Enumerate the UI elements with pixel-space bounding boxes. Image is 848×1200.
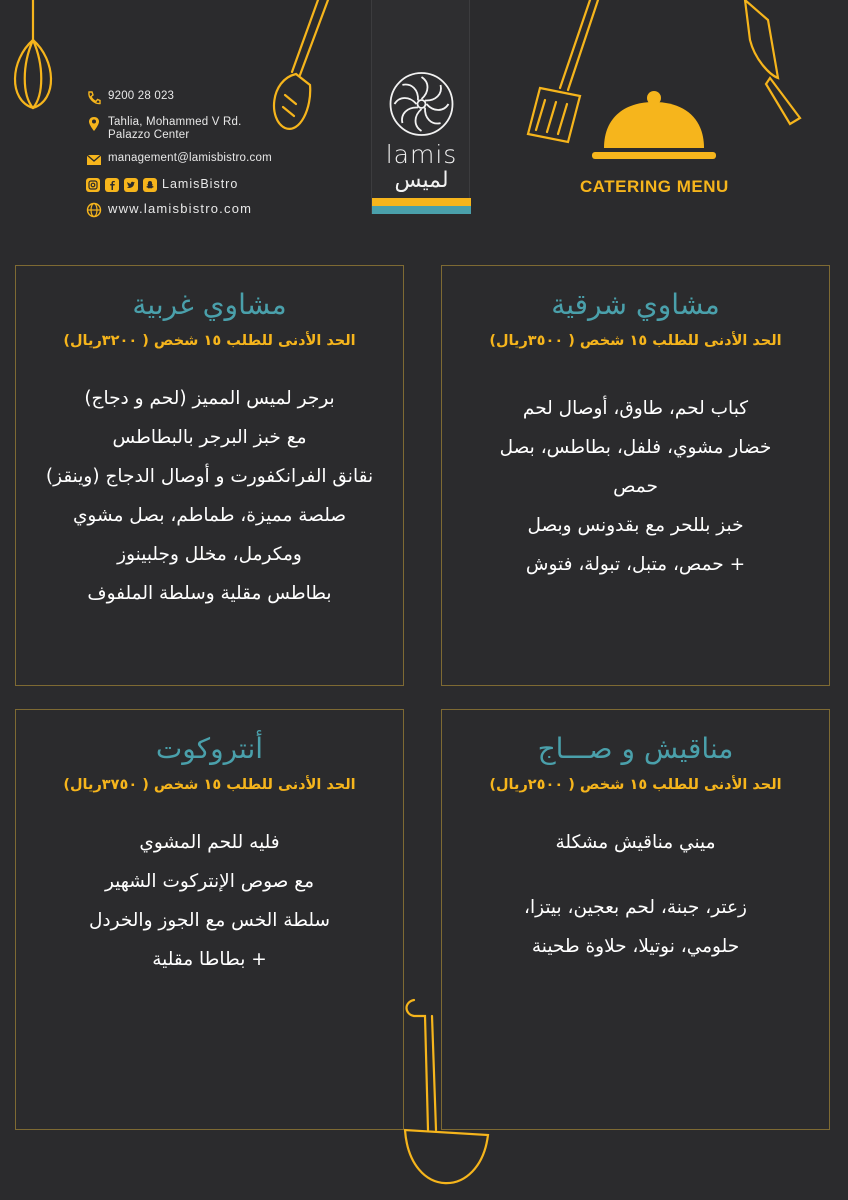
section-card-eastern-grills bbox=[441, 265, 830, 686]
logo-name-english: lamis bbox=[385, 140, 458, 169]
menu-item: فليه للحم المشوي bbox=[139, 832, 280, 853]
cloche-icon bbox=[592, 91, 716, 159]
menu-item: خبز بللحر مع بقدونس وبصل bbox=[527, 515, 744, 536]
phone-icon bbox=[86, 90, 102, 106]
logo-name-arabic: لميس bbox=[394, 168, 449, 193]
menu-item: نقانق الفرانكفورت و أوصال الدجاج (وينقز) bbox=[45, 466, 374, 487]
menu-item: مع صوص الإنتركوت الشهير bbox=[104, 871, 315, 892]
envelope-icon bbox=[86, 152, 102, 168]
logo-stripe-teal bbox=[372, 206, 471, 214]
logo-mark-icon bbox=[372, 0, 471, 140]
menu-item: + حمص، متبل، تبولة، فتوش bbox=[525, 554, 746, 575]
section-items bbox=[442, 823, 829, 966]
facebook-icon[interactable] bbox=[105, 178, 119, 192]
menu-item: حلومي، نوتيلا، حلاوة طحينة bbox=[531, 936, 740, 957]
twitter-icon[interactable] bbox=[124, 178, 138, 192]
menu-item: مع خبز البرجر بالبطاطس bbox=[112, 427, 307, 448]
menu-item: حمص bbox=[613, 476, 658, 497]
globe-icon bbox=[86, 202, 102, 218]
menu-item: زعتر، جبنة، لحم بعجين، بيتزا، bbox=[524, 897, 747, 918]
website-url[interactable]: www.lamisbistro.com bbox=[108, 201, 253, 216]
section-min-order: الحد الأدنى للطلب ١٥ شخص ( ٣٧٥٠ريال) bbox=[63, 777, 356, 793]
whisk-icon bbox=[15, 0, 51, 108]
brand-logo bbox=[371, 0, 470, 214]
menu-item: + بطاطا مقلية bbox=[152, 949, 267, 970]
section-title: أنتروكوت bbox=[155, 732, 264, 765]
knife-icon bbox=[745, 0, 800, 124]
logo-stripe-yellow bbox=[372, 198, 471, 206]
menu-item: ومكرمل، مخلل وجلبينوز bbox=[117, 544, 302, 565]
turner-icon bbox=[528, 0, 598, 142]
menu-item: ميني مناقيش مشكلة bbox=[555, 832, 716, 853]
section-min-order: الحد الأدنى للطلب ١٥ شخص ( ٢٥٠٠ريال) bbox=[489, 777, 782, 793]
instagram-icon[interactable] bbox=[86, 178, 100, 192]
section-items bbox=[16, 379, 403, 613]
address-line-1: Tahlia, Mohammed V Rd. bbox=[108, 116, 242, 128]
contact-info bbox=[86, 90, 336, 228]
section-title: مشاوي شرقية bbox=[551, 288, 720, 321]
section-title: مشاوي غربية bbox=[132, 288, 287, 321]
menu-item: صلصة مميزة، طماطم، بصل مشوي bbox=[72, 505, 347, 526]
address-row bbox=[86, 116, 336, 142]
address-line-2: Palazzo Center bbox=[108, 129, 190, 141]
menu-item: سلطة الخس مع الجوز والخردل bbox=[88, 910, 331, 931]
section-card-western-grills bbox=[15, 265, 404, 686]
section-min-order: الحد الأدنى للطلب ١٥ شخص ( ٣٥٠٠ريال) bbox=[489, 333, 782, 349]
section-items bbox=[16, 823, 403, 979]
website-row bbox=[86, 202, 336, 218]
section-min-order: الحد الأدنى للطلب ١٥ شخص ( ٣٢٠٠ريال) bbox=[63, 333, 356, 349]
location-pin-icon bbox=[86, 116, 102, 132]
menu-item: بطاطس مقلية وسلطة الملفوف bbox=[87, 583, 332, 604]
email-address[interactable]: management@lamisbistro.com bbox=[108, 152, 272, 164]
social-handle[interactable]: LamisBistro bbox=[162, 177, 239, 191]
catering-menu-title: CATERING MENU bbox=[580, 177, 729, 196]
menu-item: كباب لحم، طاوق، أوصال لحم bbox=[522, 398, 749, 419]
snapchat-icon[interactable] bbox=[143, 178, 157, 192]
menu-item: برجر لميس المميز (لحم و دجاج) bbox=[84, 388, 335, 409]
phone-number[interactable]: 9200 28 023 bbox=[108, 90, 175, 102]
menu-item: خضار مشوي، فلفل، بطاطس، بصل bbox=[499, 437, 772, 458]
email-row bbox=[86, 152, 336, 168]
section-card-entrecote bbox=[15, 709, 404, 1130]
section-items bbox=[442, 389, 829, 584]
phone-row bbox=[86, 90, 336, 106]
section-card-manakish-saj bbox=[441, 709, 830, 1130]
social-row bbox=[86, 178, 336, 192]
section-title: مناقيش و صـــاج bbox=[537, 732, 734, 765]
